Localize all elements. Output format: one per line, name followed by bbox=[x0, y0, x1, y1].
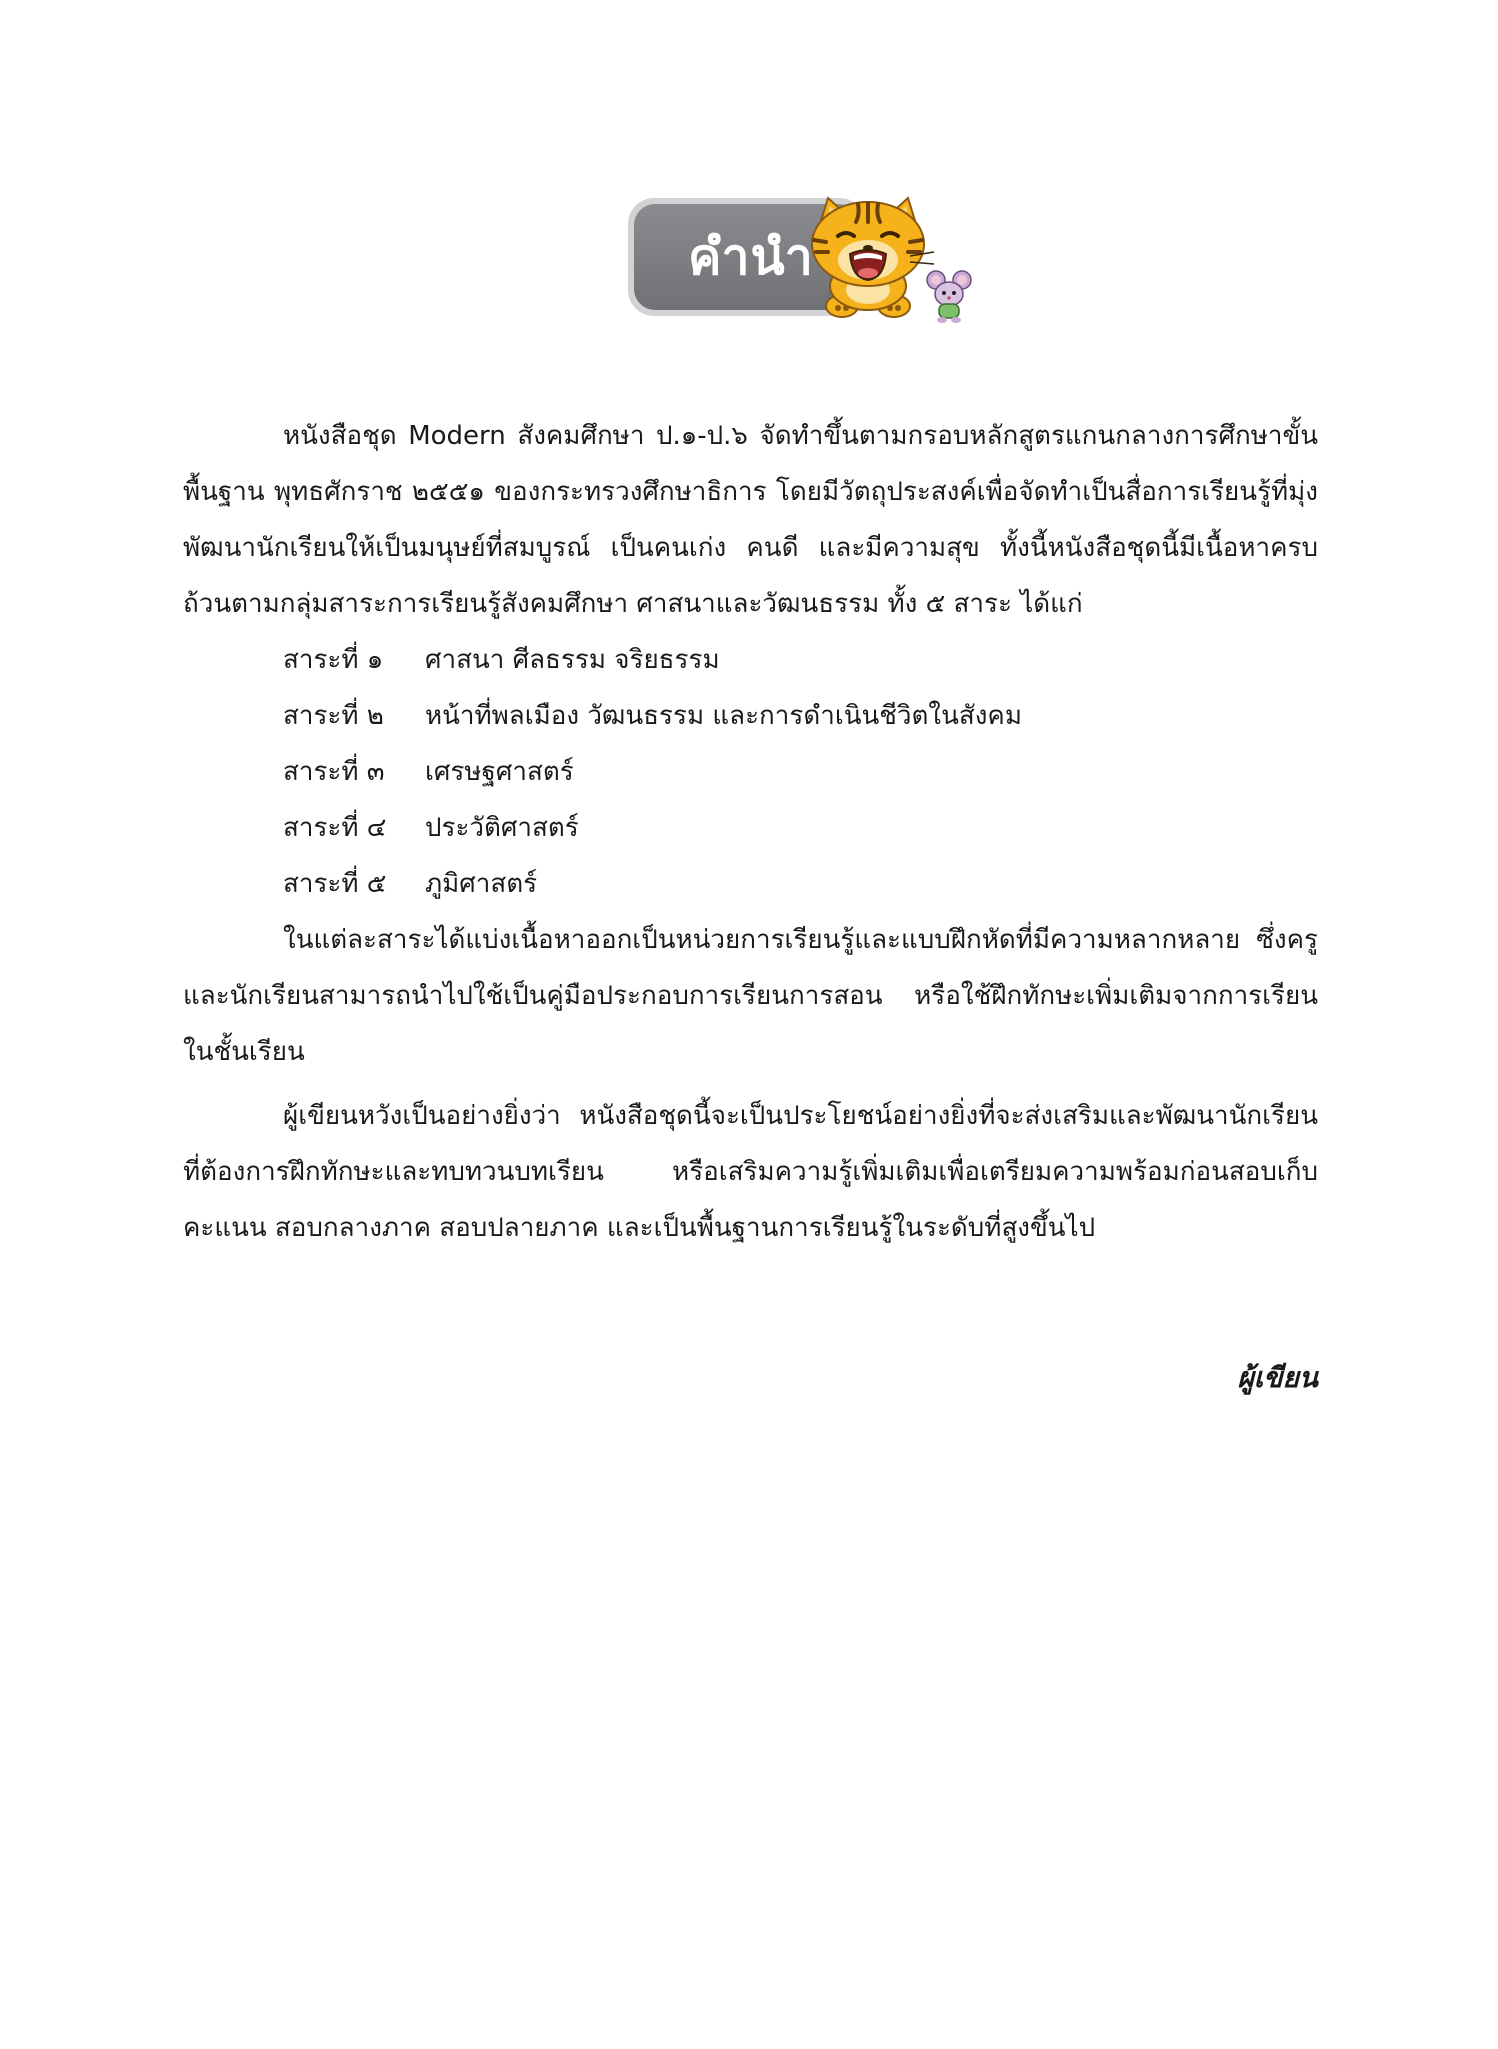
tiger-cub-icon bbox=[798, 194, 938, 320]
strand-item bbox=[183, 632, 1318, 688]
strand-label: สาระที่ ๔ bbox=[283, 813, 387, 843]
page-title: คำนำ bbox=[688, 228, 814, 286]
strand-list bbox=[183, 632, 1318, 912]
strand-label: สาระที่ ๕ bbox=[283, 869, 387, 899]
paragraph-1: หนังสือชุด Modern สังคมศึกษา ป.๑-ป.๖ จัดทำขึ้นตามกรอบหลักสูตรแกนกลางการศึกษาขั้นพื้นฐาน พุทธศักราช ๒๕๕๑ ของกระทรวงศึกษาธิการ โดยมีวัตถุประสงค์เพื่อจัดทำเป็นสื่อการเรียนรู้ที่มุ่งพัฒนานักเรียนให้เป็นมนุษย์ที่สมบูรณ์ เป็นคนเก่ง คนดี และมีความสุข ทั้งนี้หนังสือชุดนี้มีเนื้อหาครบถ้วนตามกลุ่มสาระการเรียนรู้สังคมศึกษา ศาสนาและวัฒนธรรม ทั้ง ๕ สาระ ได้แก่ bbox=[183, 421, 1318, 619]
foreword-body bbox=[183, 408, 1318, 1256]
strand-label: สาระที่ ๑ bbox=[283, 645, 384, 675]
strand-item bbox=[183, 688, 1318, 744]
strand-name: หน้าที่พลเมือง วัฒนธรรม และการดำเนินชีวิตในสังคม bbox=[425, 701, 1022, 731]
paragraph-3: ผู้เขียนหวังเป็นอย่างยิ่งว่า หนังสือชุดนี้จะเป็นประโยชน์อย่างยิ่งที่จะส่งเสริมและพัฒนานักเรียนที่ต้องการฝึกทักษะและทบทวนบทเรียน หรือเสริมความรู้เพิ่มเติมเพื่อเตรียมความพร้อมก่อนสอบเก็บคะแนน สอบกลางภาค สอบปลายภาค และเป็นพื้นฐานการเรียนรู้ในระดับที่สูงขึ้นไป bbox=[183, 1101, 1318, 1243]
strand-name: ศาสนา ศีลธรรม จริยธรรม bbox=[425, 645, 720, 675]
strand-item bbox=[183, 800, 1318, 856]
strand-item bbox=[183, 744, 1318, 800]
paragraph-2: ในแต่ละสาระได้แบ่งเนื้อหาออกเป็นหน่วยการเรียนรู้และแบบฝึกหัดที่มีความหลากหลาย ซึ่งครูและนักเรียนสามารถนำไปใช้เป็นคู่มือประกอบการเรียนการสอน หรือใช้ฝึกทักษะเพิ่มเติมจากการเรียนในชั้นเรียน bbox=[183, 925, 1318, 1067]
strand-name: ภูมิศาสตร์ bbox=[425, 869, 538, 899]
strand-name: ประวัติศาสตร์ bbox=[425, 813, 579, 843]
title-header bbox=[628, 198, 978, 328]
strand-item bbox=[183, 856, 1318, 912]
strand-label: สาระที่ ๒ bbox=[283, 701, 384, 731]
mouse-icon bbox=[922, 268, 978, 324]
strand-label: สาระที่ ๓ bbox=[283, 757, 385, 787]
strand-name: เศรษฐศาสตร์ bbox=[425, 757, 574, 787]
author-signature: ผู้เขียน bbox=[1237, 1361, 1318, 1394]
